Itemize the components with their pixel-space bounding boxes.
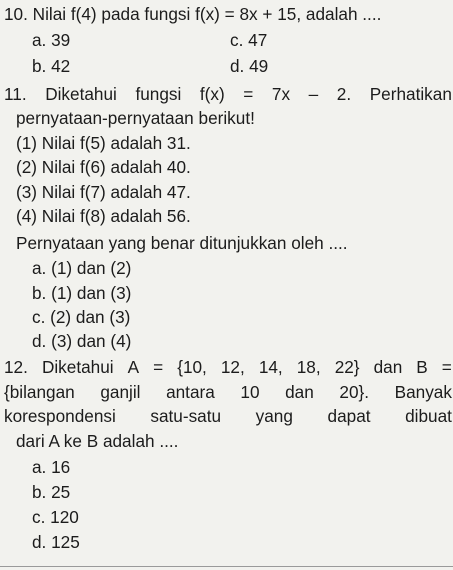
q12-l3-w2: yang [255, 406, 293, 426]
q11-statement-2: (2) Nilai f(6) adalah 40. [16, 157, 191, 177]
q11-w5: 7x [271, 84, 291, 104]
q12-l1-w7: 18, [296, 357, 321, 377]
q10-option-c: c. 47 [230, 30, 268, 50]
q12-l2-w2: antara [166, 382, 215, 402]
q10-option-d: d. 49 [230, 56, 269, 76]
q12-l1-w9: dan [373, 357, 403, 377]
q12-l1-w2: A [127, 357, 140, 377]
q11-statement-1: (1) Nilai f(5) adalah 31. [16, 133, 191, 153]
q12-l2-w6: Banyak [394, 382, 452, 402]
q11-line-1 [4, 84, 452, 104]
q10-option-b: b. 42 [32, 56, 71, 76]
q12-l3-w3: dapat [327, 406, 371, 426]
q11-w1: Diketahui [45, 84, 117, 104]
q12-l3-w0: korespondensi [4, 406, 116, 426]
q12-l1-w5: 12, [220, 357, 245, 377]
q12-l1-w10: B [416, 357, 428, 377]
q11-w6: – [308, 84, 319, 104]
q12-line-2 [4, 382, 452, 402]
q11-w8: Perhatikan [369, 84, 452, 104]
q11-w2: fungsi [135, 84, 182, 104]
q11-w7: 2. [336, 84, 352, 104]
q12-l1-w4: {10, [177, 357, 207, 377]
q12-l2-w3: 10 [240, 382, 260, 402]
q11-option-b: b. (1) dan (3) [32, 283, 132, 303]
q11-statement-4: (4) Nilai f(8) adalah 56. [16, 206, 191, 226]
q11-statement-3: (3) Nilai f(7) adalah 47. [16, 182, 191, 202]
q12-option-d: d. 125 [32, 532, 80, 552]
q12-option-a: a. 16 [32, 457, 71, 477]
q11-w3: f(x) [199, 84, 225, 104]
q12-l1-w11: = [441, 357, 452, 377]
q12-option-c: c. 120 [32, 507, 79, 527]
q10-text: 10. Nilai f(4) pada fungsi f(x) = 8x + 15, adalah .... [4, 4, 382, 24]
q12-l2-w5: 20}. [339, 382, 370, 402]
q12-l2-w1: ganjil [100, 382, 141, 402]
q12-line-1 [4, 357, 452, 377]
q11-option-d: d. (3) dan (4) [32, 331, 132, 351]
q12-l1-w0: 12. [4, 357, 28, 377]
q11-w4: = [243, 84, 254, 104]
q12-l1-w8: 22} [334, 357, 360, 377]
q12-l2-w4: dan [285, 382, 314, 402]
q11-line-2: pernyataan-pernyataan berikut! [16, 108, 255, 128]
q12-l2-w0: {bilangan [4, 382, 75, 402]
q12-l1-w3: = [153, 357, 164, 377]
page-bottom-rule [0, 566, 453, 567]
q12-line-4: dari A ke B adalah .... [16, 431, 179, 451]
q11-w0: 11. [4, 84, 27, 104]
q12-line-3 [4, 406, 452, 426]
q10-option-a: a. 39 [32, 30, 71, 50]
q12-l3-w4: dibuat [405, 406, 452, 426]
q12-l1-w6: 14, [258, 357, 283, 377]
q12-l3-w1: satu-satu [150, 406, 222, 426]
q12-l1-w1: Diketahui [41, 357, 114, 377]
q12-option-b: b. 25 [32, 482, 71, 502]
q11-option-a: a. (1) dan (2) [32, 258, 132, 278]
q11-question: Pernyataan yang benar ditunjukkan oleh .... [16, 233, 348, 253]
q11-option-c: c. (2) dan (3) [32, 307, 131, 327]
